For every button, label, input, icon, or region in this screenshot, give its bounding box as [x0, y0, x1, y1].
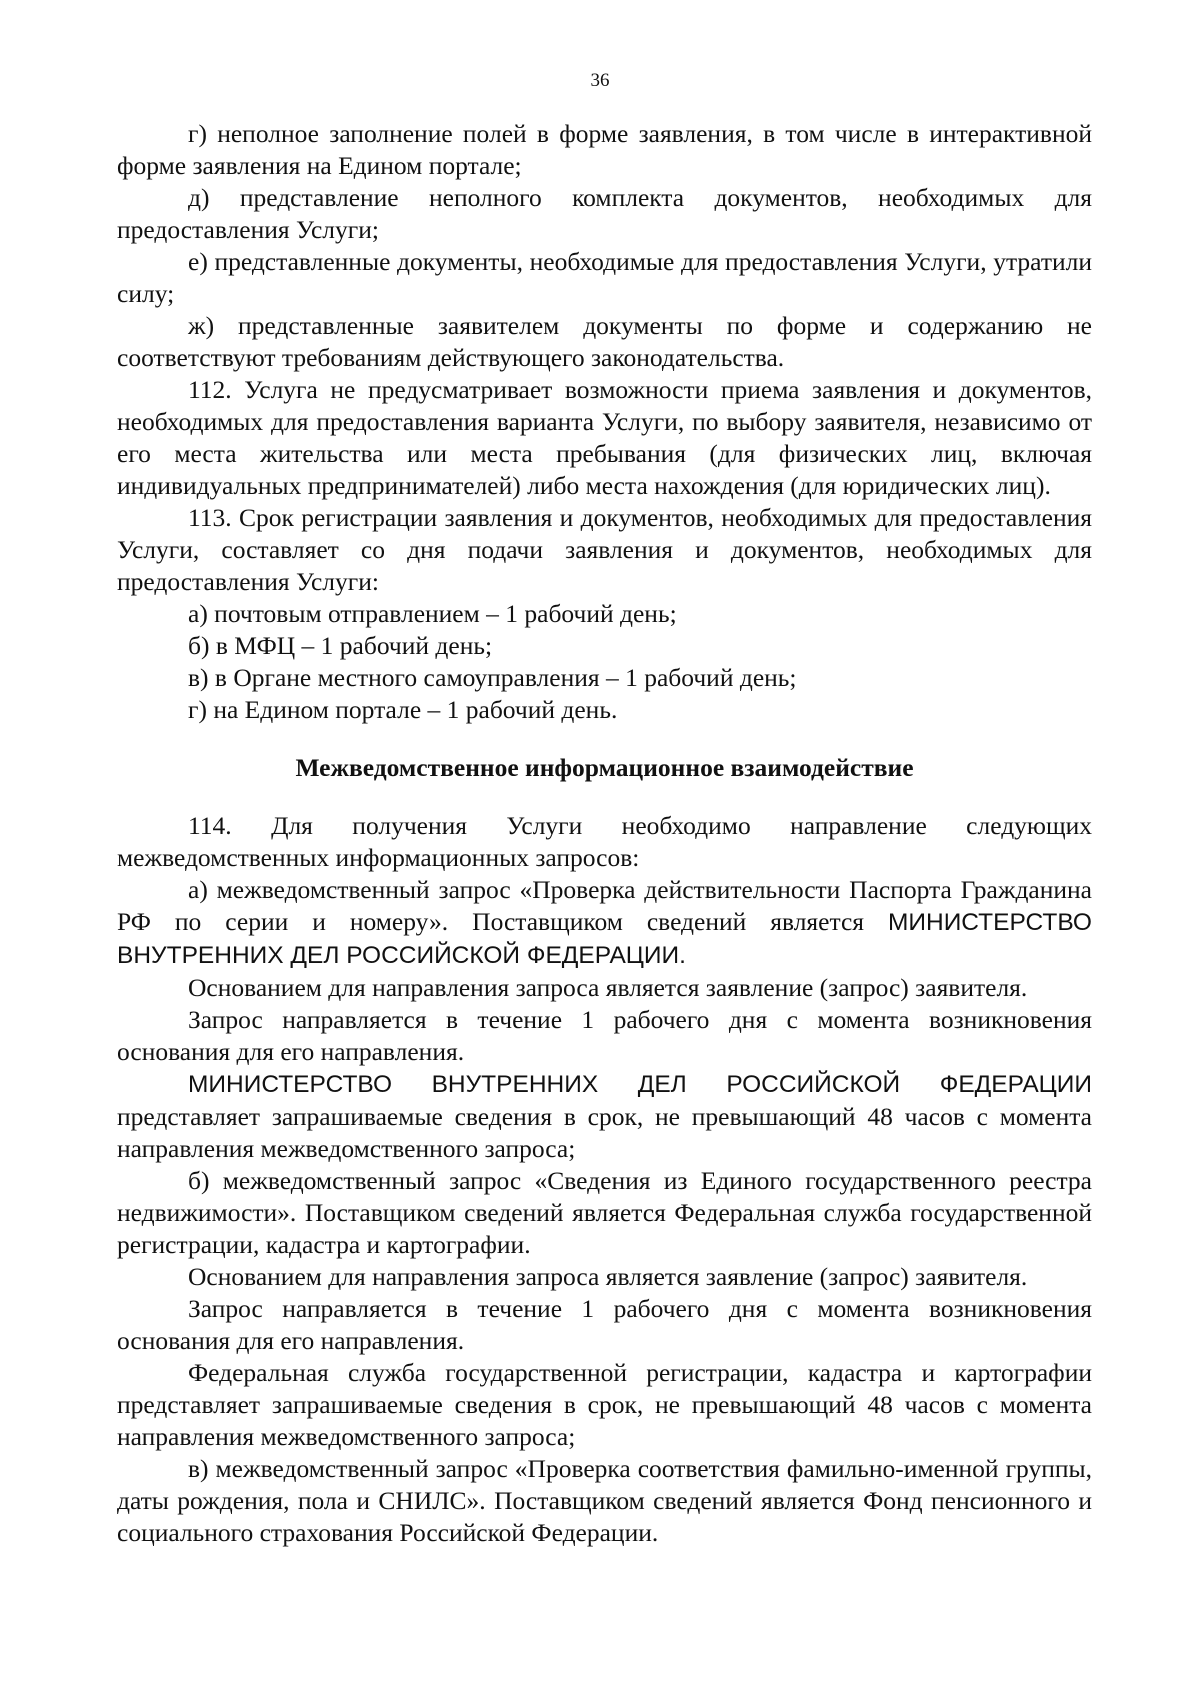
paragraph-text: а) межведомственный запрос «Проверка действительности Паспорта Гражданина РФ по серии и номеру». Поставщиком сведений является [117, 875, 1092, 936]
list-item: г) на Едином портале – 1 рабочий день. [188, 695, 618, 724]
paragraph: ж) представленные заявителем документы по форме и содержанию не соответствуют требованиям действующего законодательства. [117, 311, 1092, 372]
paragraph: 112. Услуга не предусматривает возможности приема заявления и документов, необходимых для предоставления варианта Услуги, по выбору заявителя, независимо от его места жительства или места пребывания (для физических лиц, включая индивидуальных предпринимателей) либо места нахождения (для юридических лиц). [117, 375, 1092, 500]
paragraph: Федеральная служба государственной регистрации, кадастра и картографии представляет запрашиваемые сведения в срок, не превышающий 48 часов с момента направления межведомственного запроса; [117, 1358, 1092, 1451]
paragraph: д) представление неполного комплекта документов, необходимых для предоставления Услуги; [117, 183, 1092, 244]
paragraph: 114. Для получения Услуги необходимо направление следующих межведомственных информационных запросов: [117, 811, 1092, 872]
paragraph: е) представленные документы, необходимые для предоставления Услуги, утратили силу; [117, 247, 1092, 308]
document-body [117, 118, 1092, 1549]
section-heading: Межведомственное информационное взаимодействие [295, 753, 914, 782]
paragraph-text: представляет запрашиваемые сведения в срок, не превышающий 48 часов с момента направления межведомственного запроса; [117, 1102, 1092, 1163]
list-item: в) в Органе местного самоуправления – 1 рабочий день; [188, 663, 797, 692]
paragraph [117, 874, 1092, 972]
paragraph: б) межведомственный запрос «Сведения из Единого государственного реестра недвижимости». Поставщиком сведений является Федеральная служба государственной регистрации, кадастра и картографии. [117, 1166, 1092, 1259]
list-item: а) почтовым отправлением – 1 рабочий день; [188, 599, 677, 628]
ministry-name: МИНИСТЕРСТВО ВНУТРЕННИХ ДЕЛ РОССИЙСКОЙ ФЕДЕРАЦИИ [188, 1071, 1092, 1098]
paragraph: Запрос направляется в течение 1 рабочего дня с момента возникновения основания для его направления. [117, 1294, 1092, 1355]
list-item: б) в МФЦ – 1 рабочий день; [188, 631, 493, 660]
paragraph: г) неполное заполнение полей в форме заявления, в том числе в интерактивной форме заявления на Едином портале; [117, 119, 1092, 180]
page-number: 36 [590, 70, 610, 91]
ministry-name: МИНИСТЕРСТВО ВНУТРЕННИХ ДЕЛ РОССИЙСКОЙ ФЕДЕРАЦИИ. [117, 909, 1092, 969]
paragraph: 113. Срок регистрации заявления и документов, необходимых для предоставления Услуги, составляет со дня подачи заявления и документов, необходимых для предоставления Услуги: [117, 503, 1092, 596]
paragraph: Основанием для направления запроса является заявление (запрос) заявителя. [188, 1262, 1028, 1291]
paragraph [117, 1068, 1092, 1165]
paragraph: в) межведомственный запрос «Проверка соответствия фамильно-именной группы, даты рождения, пола и СНИЛС». Поставщиком сведений является Фонд пенсионного и социального страхования Российской Федерации. [117, 1454, 1092, 1547]
paragraph: Запрос направляется в течение 1 рабочего дня с момента возникновения основания для его направления. [117, 1005, 1092, 1066]
paragraph: Основанием для направления запроса является заявление (запрос) заявителя. [188, 973, 1028, 1002]
